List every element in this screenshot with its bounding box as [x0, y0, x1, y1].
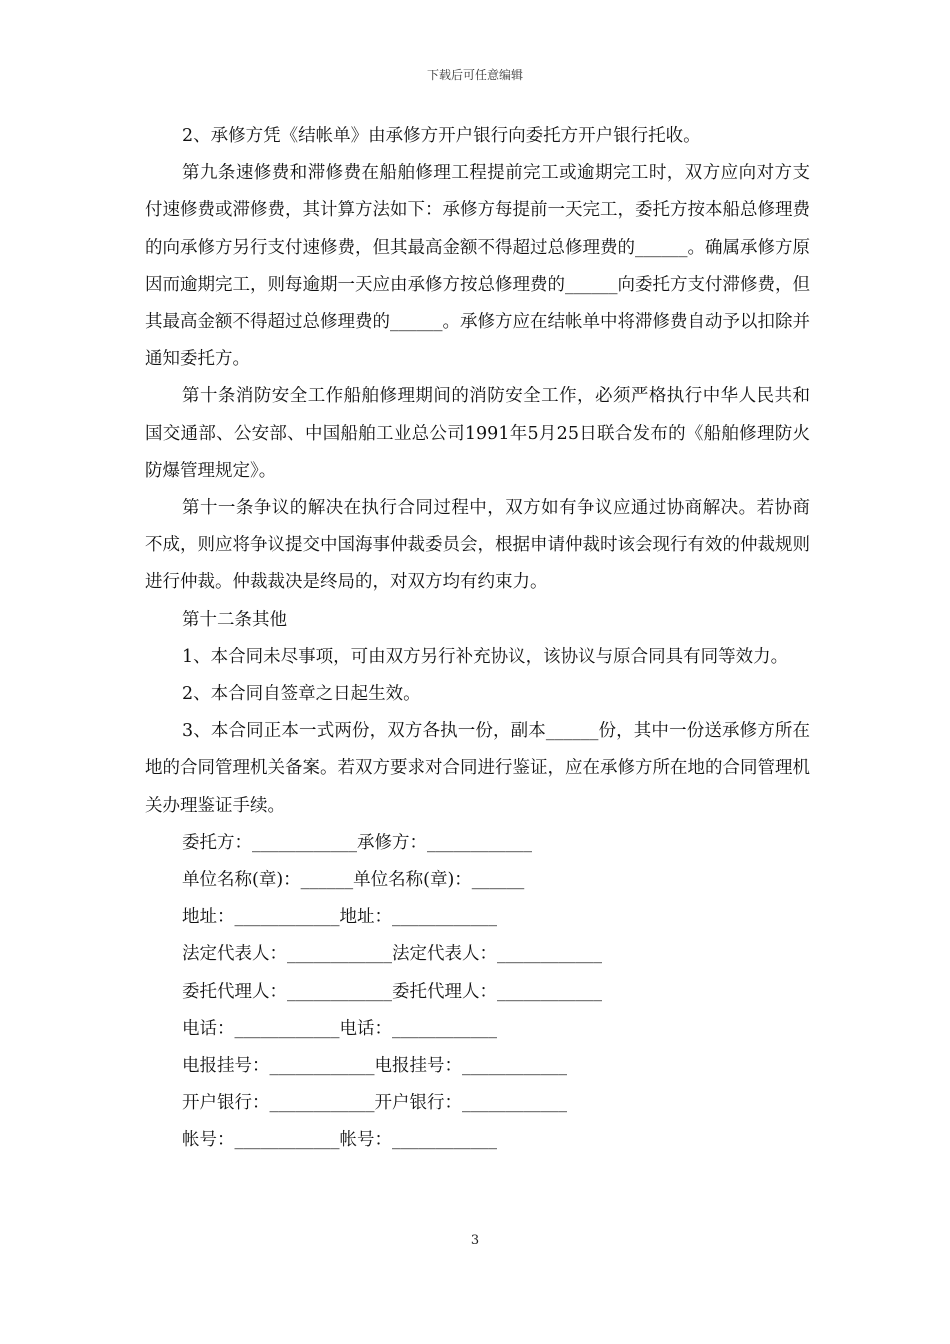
signature-line: 电报挂号：____________电报挂号：____________	[182, 1056, 567, 1077]
paragraph: 1、本合同未尽事项，可由双方另行补充协议，该协议与原合同具有同等效力。	[182, 646, 789, 667]
paragraph: 第十条消防安全工作船舶修理期间的消防安全工作，必须严格执行中华人民共和国交通部、公安部、中国船舶工业总公司1991年5月25日联合发布的《船舶修理防火防爆管理规定》。	[145, 386, 810, 481]
page-header: 下载后可任意编辑	[426, 68, 523, 82]
document-body	[145, 118, 810, 1160]
signature-line: 开户银行：____________开户银行：____________	[182, 1093, 567, 1114]
paragraph: 第十一条争议的解决在执行合同过程中，双方如有争议应通过协商解决。若协商不成，则应将争议提交中国海事仲裁委员会，根据申请仲裁时该会现行有效的仲裁规则进行仲裁。仲裁裁决是终局的，对双方均有约束力。	[145, 498, 810, 593]
signature-line: 帐号：____________帐号：____________	[182, 1130, 497, 1151]
signature-line: 地址：____________地址：____________	[182, 907, 497, 928]
signature-line: 委托方：____________承修方：____________	[182, 832, 532, 853]
paragraph: 2、本合同自签章之日起生效。	[182, 684, 421, 705]
signature-line: 委托代理人：____________委托代理人：____________	[182, 981, 602, 1002]
paragraph: 2、承修方凭《结帐单》由承修方开户银行向委托方开户银行托收。	[182, 126, 701, 146]
signature-line: 法定代表人：____________法定代表人：____________	[182, 944, 602, 965]
paragraph: 3、本合同正本一式两份，双方各执一份，副本______份，其中一份送承修方所在地的合同管理机关备案。若双方要求对合同进行鉴证，应在承修方所在地的合同管理机关办理鉴证手续。	[145, 721, 810, 816]
signature-line: 单位名称(章)：______单位名称(章)：______	[182, 870, 525, 891]
signature-line: 电话：____________电话：____________	[182, 1018, 497, 1039]
paragraph: 第九条速修费和滞修费在船舶修理工程提前完工或逾期完工时，双方应向对方支付速修费或滞修费，其计算方法如下：承修方每提前一天完工，委托方按本船总修理费的向承修方另行支付速修费，但其最高金额不得超过总修理费的______。确属承修方原因而逾期完工，则每逾期一天应由承修方按总修理费的______向委托方支付滞修费，但其最高金额不得超过总修理费的______。承修方应在结帐单中将滞修费自动予以扣除并通知委托方。	[145, 163, 810, 370]
section-heading: 第十二条其他	[182, 609, 287, 630]
page-number: 3	[470, 1233, 480, 1248]
signature-block	[145, 825, 810, 1160]
